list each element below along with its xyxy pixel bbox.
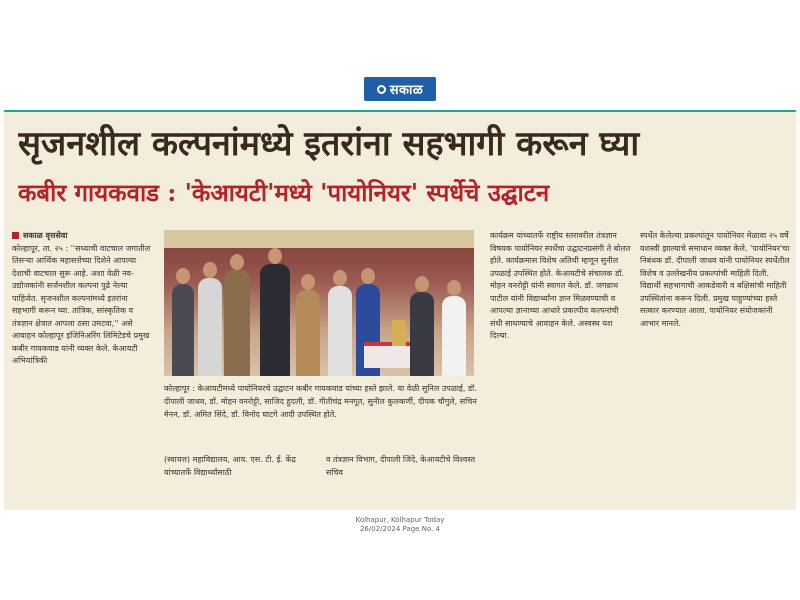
sakal-masthead-logo	[364, 77, 436, 101]
photo-head	[333, 270, 347, 286]
photo-person	[328, 286, 352, 376]
masthead-name: सकाळ	[389, 83, 424, 98]
footer-source: Kolhapur, Kolhapur Today	[355, 516, 445, 524]
stage-banner	[164, 230, 474, 248]
photo-person	[296, 290, 320, 376]
photo-person	[442, 296, 466, 376]
footer-date-page: 26/02/2024 Page No. 4	[359, 525, 441, 533]
event-photo	[164, 230, 474, 376]
column-1-text: कोल्हापूर, ता. २५ : ''सध्याची वाटचाल जगातील तिसऱ्या आर्थिक महासत्तेच्या दिशेने आपल्या देशाची वाटचाल सुरू आहे. अशा वेळी नव-उद्योजकांनी सर्जनशील कल्पना पुढे नेल्या पाहिजेत. सृजनशील कल्पनांमध्ये इतरांना सहभागी करून घ्या. तांत्रिक, सांस्कृतिक व तंत्रज्ञान क्षेत्रात आपला ठसा उमटवा,'' असे आवाहन कोल्हापूर इंजिनिअरिंग लिमिटेडचे प्रमुख कबीर गायकवाड यांनी व्यक्त केले. केआयटी अभियांत्रिकी	[12, 243, 151, 365]
photo-head	[203, 262, 217, 278]
photo-person	[224, 270, 250, 376]
masthead-ring-icon	[377, 85, 386, 94]
photo-person	[172, 284, 194, 376]
photo-person	[410, 292, 434, 376]
clipping-footer	[340, 516, 460, 534]
byline	[12, 230, 152, 243]
photo-head	[301, 274, 315, 290]
photo-head	[447, 280, 461, 296]
article-subheadline: कबीर गायकवाड : 'केआयटी'मध्ये 'पायोनियर' स्पर्धेचे उद्घाटन	[18, 178, 550, 207]
article-headline: सृजनशील कल्पनांमध्ये इतरांना सहभागी करून घ्या	[18, 124, 640, 164]
ceremonial-lamp	[392, 320, 406, 346]
byline-text: सकाळ वृत्तसेवा	[23, 231, 68, 240]
article-column-1	[12, 230, 152, 510]
article-column-5: कार्यक्रम यांच्यातर्फे राष्ट्रीय स्तरावरील तंत्रज्ञान विषयक पायोनियर स्पर्धेचा उद्घाटनप्रसंगी ते बोलत होते. कार्यक्रमास विशेष अतिथी म्हणून सुनील उपळाई उपस्थित होते. केआयटीचे संचालक डॉ. मोहन वनरोट्टी यांनी स्वागत केले. डॉ. जगन्नाथ पाटील यांनी विद्यार्थ्यांना ज्ञान मिळवण्याची व आपल्या ज्ञानाच्या आधारे प्रकल्पीय कल्पनांची संधी साधण्याचे आवाहन केले. अस्वस्थ यश दिल्या.	[490, 231, 631, 340]
photo-head	[361, 268, 375, 284]
article-column-4: व तंत्रज्ञान विभाग, दीपाली जिंदे, केआयटीचे विश्वस्त सचिव	[326, 455, 475, 477]
photo-head	[230, 254, 244, 270]
article-column-3: (स्वायत्त) महाविद्यालय, आय. एस. टी. ई. केंद्र यांच्यातर्फे विद्यार्थ्यांसाठी	[164, 455, 296, 477]
photo-head	[268, 248, 282, 264]
photo-person	[260, 264, 290, 376]
article-column-6: स्पर्धेत केलेल्या प्रकल्पांतून पायोनियर मेळावा २५ वर्षे यशस्वी झाल्याचे समाधान व्यक्त केले. 'पायोनियर'चा निबंधक डॉ. दीपाली जाधव यांनी पायोनियर स्पर्धेतील विशेष व उल्लेखनीय प्रकल्पांची माहिती दिली. विद्यार्थी सहभागाची आकडेवारी व बक्षिसांची माहिती उपस्थितांना करून दिली. प्रमुख पाहुण्यांच्या हस्ते सत्कार करण्यात आला. पायोनियर संयोजकांनी आभार मानले.	[640, 231, 790, 328]
photo-person	[198, 278, 222, 376]
photo-caption: कोल्हापूर : केआयटीमध्ये पायोनियरचे उद्घाटन कबीर गायकवाड यांच्या हस्ते झाले. या वेळी सुनिल उपळाई, डॉ. दीपाली जाधव, डॉ. मोहन वनरोट्टी, साजिद हुदली, डॉ. गीतीचंद्र मनगूत, सुनील कुलकर्णी, दीपक चौगुले, सचिन मेनन, डॉ. अमित सिंदे, डॉ. विनोद घाटगे आदी उपस्थित होते.	[164, 384, 477, 419]
photo-head	[176, 268, 190, 284]
byline-square-icon	[12, 232, 19, 239]
photo-head	[415, 276, 429, 292]
newspaper-clipping	[4, 110, 796, 510]
